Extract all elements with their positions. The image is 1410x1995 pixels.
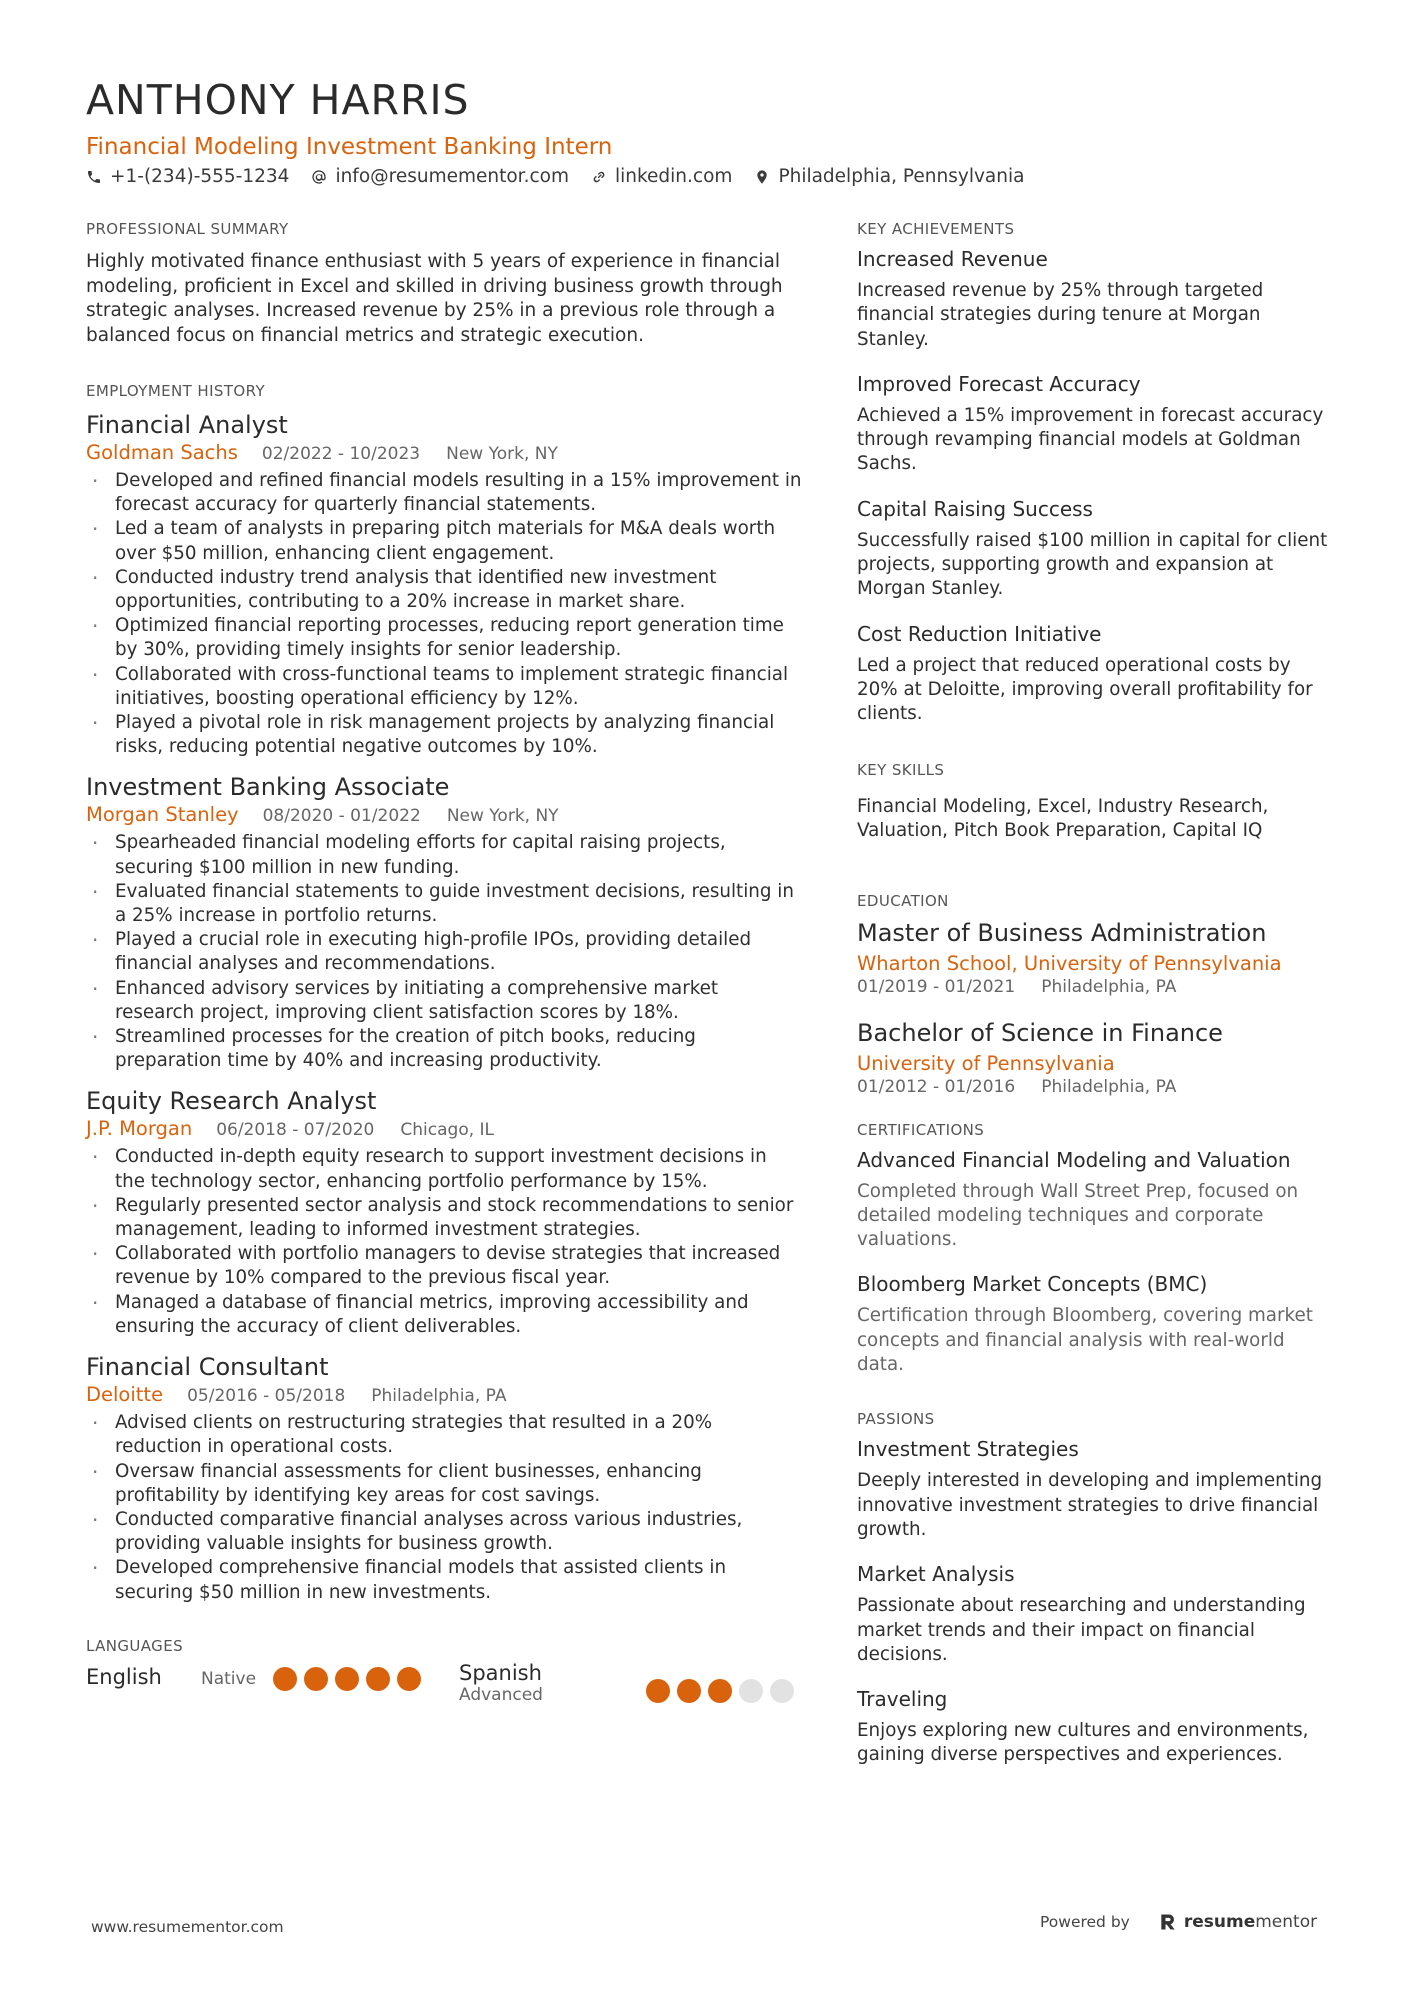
desc-line: through revamping financial models at Goldman xyxy=(857,429,1301,451)
footer-website[interactable]: www.resumementor.com xyxy=(91,1918,284,1936)
bullet-line: · Conducted in-depth equity research to support investment decisions in xyxy=(115,1146,767,1168)
desc-line: Enjoys exploring new cultures and environments, xyxy=(857,1720,1309,1742)
desc-line: Completed through Wall Street Prep, focused on xyxy=(857,1180,1299,1202)
contact-bar xyxy=(86,166,1046,187)
summary-line: Highly motivated finance enthusiast with 5 years of experience in financial xyxy=(86,251,781,272)
rating-dot-filled xyxy=(708,1679,732,1703)
education-heading: EDUCATION xyxy=(857,891,949,910)
rating-dot-filled xyxy=(335,1667,359,1691)
job-meta xyxy=(86,441,806,464)
desc-line: Stanley. xyxy=(857,328,929,350)
skills-heading: KEY SKILLS xyxy=(857,760,945,779)
job-bullet xyxy=(86,1508,806,1556)
job-bullet xyxy=(86,663,806,711)
contact-linkedin xyxy=(591,166,732,187)
company-name: J.P. Morgan xyxy=(86,1117,193,1141)
job-dates: 08/2020 - 01/2022 xyxy=(262,806,421,827)
language-rating xyxy=(646,1679,801,1703)
left-column xyxy=(86,220,806,1711)
bullet-line: · Optimized financial reporting processes, reducing report generation time xyxy=(115,615,784,637)
job-bullet xyxy=(86,928,806,976)
rating-dot-filled xyxy=(304,1667,328,1691)
passions-section xyxy=(857,1410,1337,1767)
job-entry xyxy=(86,410,806,759)
job-bullets xyxy=(86,1145,806,1339)
education-dates: 01/2012 - 01/2016 xyxy=(857,1076,1016,1097)
bullet-line: · Led a team of analysts in preparing pitch materials for M&A deals worth xyxy=(115,518,776,540)
job-location: Philadelphia, PA xyxy=(371,1386,507,1407)
language-list xyxy=(86,1661,806,1711)
achievements-item-desc xyxy=(857,529,1337,602)
desc-line: Passionate about researching and understanding xyxy=(857,1595,1306,1617)
bullet-line: · Spearheaded financial modeling efforts for capital raising projects, xyxy=(115,832,726,854)
phone-icon xyxy=(86,169,102,185)
resumementor-logo-icon xyxy=(1158,1912,1178,1932)
job-bullet xyxy=(86,1194,806,1242)
summary-text xyxy=(86,250,796,348)
job-bullet xyxy=(86,1460,806,1508)
education-dates: 01/2019 - 01/2021 xyxy=(857,976,1016,997)
desc-line: Successfully raised $100 million in capital for client xyxy=(857,529,1328,551)
bullet-line: revenue by 10% compared to the previous fiscal year. xyxy=(115,1267,611,1289)
passions-item xyxy=(857,1686,1337,1768)
bullet-line: · Advised clients on restructuring strategies that resulted in a 20% xyxy=(115,1412,713,1434)
summary-section xyxy=(86,220,806,348)
job-location: Chicago, IL xyxy=(400,1120,495,1141)
desc-line: growth. xyxy=(857,1518,927,1540)
candidate-role: Financial Modeling Investment Banking Intern xyxy=(86,134,613,160)
bullet-line: · Collaborated with portfolio managers to devise strategies that increased xyxy=(115,1243,781,1265)
school-name: University of Pennsylvania xyxy=(857,1051,1115,1075)
job-bullet xyxy=(86,880,806,928)
desc-line: Achieved a 15% improvement in forecast accuracy xyxy=(857,404,1324,426)
contact-location xyxy=(754,166,1024,187)
certifications-item xyxy=(857,1271,1337,1377)
summary-line: strategic analyses. Increased revenue by 25% in a previous role through a xyxy=(86,300,776,321)
job-bullet xyxy=(86,1025,806,1073)
passions-item xyxy=(857,1561,1337,1667)
bullet-line: risks, reducing potential negative outcomes by 10%. xyxy=(115,736,598,758)
email-text: info@resumementor.com xyxy=(335,166,569,187)
rating-dot-filled xyxy=(273,1667,297,1691)
job-bullet xyxy=(86,1411,806,1459)
degree-title: Bachelor of Science in Finance xyxy=(857,1018,1223,1047)
job-dates: 06/2018 - 07/2020 xyxy=(216,1120,375,1141)
brand-logo[interactable] xyxy=(1158,1912,1317,1932)
achievements-item xyxy=(857,246,1337,352)
summary-heading: PROFESSIONAL SUMMARY xyxy=(86,220,289,238)
language-spanish xyxy=(459,1661,543,1705)
job-bullet xyxy=(86,566,806,614)
at-sign-icon xyxy=(311,169,327,185)
bullet-line: profitability by identifying key areas for cost savings. xyxy=(115,1484,601,1506)
desc-line: innovative investment strategies to drive financial xyxy=(857,1494,1319,1516)
desc-line: Increased revenue by 25% through targeted xyxy=(857,280,1264,301)
education-section xyxy=(857,892,1337,1097)
language-level: Native xyxy=(201,1668,257,1689)
bullet-line: · Streamlined processes for the creation of pitch books, reducing xyxy=(115,1026,696,1048)
bullet-line: · Developed and refined financial models resulting in a 15% improvement in xyxy=(115,470,802,491)
desc-line: market trends and their impact on financial xyxy=(857,1619,1255,1641)
passions-item-title: Traveling xyxy=(857,1687,948,1712)
desc-line: valuations. xyxy=(857,1229,958,1251)
job-location: New York, NY xyxy=(446,806,559,827)
job-bullet xyxy=(86,1242,806,1290)
education-entry xyxy=(857,1018,1337,1097)
summary-line: modeling, proficient in Excel and skilled in driving business growth through xyxy=(86,275,783,297)
language-name: English xyxy=(86,1664,162,1689)
job-bullet xyxy=(86,614,806,662)
language-english xyxy=(86,1665,162,1689)
job-bullets xyxy=(86,469,806,759)
bullet-line: · Conducted comparative financial analyses across various industries, xyxy=(115,1508,743,1530)
bullet-line: opportunities, contributing to a 20% increase in market share. xyxy=(115,591,686,613)
certifications-heading: CERTIFICATIONS xyxy=(857,1120,985,1139)
bullet-line: · Oversaw financial assessments for client businesses, enhancing xyxy=(115,1460,702,1482)
achievements-item-desc xyxy=(857,279,1337,352)
bullet-line: providing valuable insights for business growth. xyxy=(115,1533,553,1555)
rating-dot-filled xyxy=(677,1679,701,1703)
rating-dot-empty xyxy=(770,1679,794,1703)
job-bullet xyxy=(86,977,806,1025)
degree-title: Master of Business Administration xyxy=(857,918,1267,947)
candidate-name: ANTHONY HARRIS xyxy=(86,76,470,124)
language-english-level-wrap xyxy=(201,1669,256,1689)
passions-heading: PASSIONS xyxy=(857,1410,935,1429)
location-text: Philadelphia, Pennsylvania xyxy=(778,166,1025,187)
powered-by-label: Powered by xyxy=(1040,1913,1130,1931)
desc-line: Sachs. xyxy=(857,453,917,475)
desc-line: data. xyxy=(857,1354,904,1376)
job-title: Financial Analyst xyxy=(86,411,288,439)
passions-item-desc xyxy=(857,1469,1337,1542)
job-dates: 05/2016 - 05/2018 xyxy=(187,1386,346,1407)
achievements-item-title: Capital Raising Success xyxy=(857,496,1093,521)
brand-name-bold: resume xyxy=(1183,1912,1256,1932)
bullet-line: preparation time by 40% and increasing productivity. xyxy=(115,1050,602,1072)
achievements-item-title: Improved Forecast Accuracy xyxy=(857,371,1141,396)
linkedin-text: linkedin.com xyxy=(614,166,733,187)
job-dates: 02/2022 - 10/2023 xyxy=(261,444,421,464)
footer-branding xyxy=(1040,1912,1317,1932)
rating-dot-filled xyxy=(646,1679,670,1703)
location-pin-icon xyxy=(754,169,770,185)
employment-section xyxy=(86,382,806,1605)
phone-text: +1-(234)-555-1234 xyxy=(110,166,290,187)
achievements-section xyxy=(857,220,1337,727)
job-bullets xyxy=(86,831,806,1073)
bullet-line: securing $50 million in new investments. xyxy=(115,1581,492,1603)
job-title: Investment Banking Associate xyxy=(86,773,450,802)
passions-item-desc xyxy=(857,1594,1337,1667)
achievements-item-title: Increased Revenue xyxy=(857,247,1048,271)
bullet-line: · Played a pivotal role in risk management projects by analyzing financial xyxy=(115,712,775,734)
bullet-line: · Conducted industry trend analysis that identified new investment xyxy=(115,566,717,588)
employment-heading: EMPLOYMENT HISTORY xyxy=(86,382,266,400)
passions-item-desc xyxy=(857,1719,1337,1768)
certifications-item xyxy=(857,1147,1337,1253)
job-entry xyxy=(86,772,806,1073)
desc-line: financial strategies during tenure at Morgan xyxy=(857,304,1261,326)
bullet-line: · Regularly presented sector analysis and stock recommendations to senior xyxy=(115,1194,794,1216)
certifications-item-desc xyxy=(857,1180,1337,1253)
contact-phone xyxy=(86,166,289,187)
bullet-line: securing $100 million in new funding. xyxy=(115,856,460,878)
achievements-item xyxy=(857,621,1337,727)
job-location: New York, NY xyxy=(446,444,558,464)
bullet-line: by 30%, providing timely insights for senior leadership. xyxy=(115,639,622,661)
rating-dot-filled xyxy=(366,1667,390,1691)
achievements-item-title: Cost Reduction Initiative xyxy=(857,621,1102,646)
job-bullet xyxy=(86,1556,806,1604)
certifications-section xyxy=(857,1121,1337,1378)
passion-list xyxy=(857,1436,1337,1767)
languages-section xyxy=(86,1637,806,1711)
school-name: Wharton School, University of Pennsylvania xyxy=(857,951,1282,975)
language-rating xyxy=(273,1667,428,1691)
job-entry xyxy=(86,1352,806,1605)
rating-dot-empty xyxy=(739,1679,763,1703)
rating-dot-filled xyxy=(397,1667,421,1691)
bullet-line: the technology sector, enhancing portfolio performance by 15%. xyxy=(115,1170,708,1192)
skills-line: Financial Modeling, Excel, Industry Research, xyxy=(857,795,1269,817)
job-bullet xyxy=(86,469,806,517)
bullet-line: forecast accuracy for quarterly financial statements. xyxy=(115,494,597,516)
contact-email xyxy=(311,166,569,187)
summary-line: balanced focus on financial metrics and strategic execution. xyxy=(86,324,644,346)
job-bullets xyxy=(86,1411,806,1605)
company-name: Morgan Stanley xyxy=(86,803,239,827)
job-list xyxy=(86,410,806,1605)
bullet-line: over $50 million, enhancing client engagement. xyxy=(115,542,555,564)
bullet-line: · Managed a database of financial metrics, improving accessibility and xyxy=(115,1291,749,1313)
education-meta xyxy=(857,1077,1337,1097)
passions-item-title: Market Analysis xyxy=(857,1562,1015,1587)
desc-line: Morgan Stanley. xyxy=(857,578,1004,600)
job-bullet xyxy=(86,1291,806,1339)
job-bullet xyxy=(86,517,806,565)
job-bullet xyxy=(86,1145,806,1193)
skills-text xyxy=(857,795,1337,844)
bullet-line: a 25% increase in portfolio returns. xyxy=(115,905,438,927)
bullet-line: financial analyses and recommendations. xyxy=(115,953,496,975)
language-level: Advanced xyxy=(459,1684,543,1705)
company-name: Goldman Sachs xyxy=(86,441,238,464)
achievements-item xyxy=(857,496,1337,602)
bullet-line: · Played a crucial role in executing high-profile IPOs, providing detailed xyxy=(115,929,752,951)
education-location: Philadelphia, PA xyxy=(1041,976,1177,997)
bullet-line: initiatives, boosting operational efficiency by 12%. xyxy=(115,687,579,709)
job-meta xyxy=(86,803,806,826)
job-meta xyxy=(86,1383,806,1406)
desc-line: concepts and financial analysis with real-world xyxy=(857,1329,1285,1351)
certifications-item-desc xyxy=(857,1304,1337,1377)
bullet-line: management, leading to informed investment strategies. xyxy=(115,1219,641,1241)
company-name: Deloitte xyxy=(86,1383,164,1407)
skills-section xyxy=(857,761,1337,844)
brand-name-light: mentor xyxy=(1255,1912,1318,1932)
bullet-line: reduction in operational costs. xyxy=(115,1436,394,1458)
job-meta xyxy=(86,1117,806,1140)
desc-line: clients. xyxy=(857,703,923,725)
education-entry xyxy=(857,918,1337,997)
certifications-item-title: Advanced Financial Modeling and Valuation xyxy=(857,1147,1291,1172)
education-location: Philadelphia, PA xyxy=(1041,1076,1177,1097)
certification-list xyxy=(857,1147,1337,1378)
job-bullet xyxy=(86,831,806,879)
job-title: Equity Research Analyst xyxy=(86,1087,377,1116)
passions-item-title: Investment Strategies xyxy=(857,1437,1079,1462)
desc-line: detailed modeling techniques and corporate xyxy=(857,1204,1264,1226)
education-list xyxy=(857,918,1337,1097)
desc-line: decisions. xyxy=(857,1643,948,1665)
achievements-heading: KEY ACHIEVEMENTS xyxy=(857,220,1015,238)
languages-heading: LANGUAGES xyxy=(86,1636,184,1655)
achievements-item-desc xyxy=(857,404,1337,477)
skills-line: Valuation, Pitch Book Preparation, Capital IQ xyxy=(857,820,1263,842)
desc-line: projects, supporting growth and expansion at xyxy=(857,554,1274,576)
bullet-line: · Developed comprehensive financial models that assisted clients in xyxy=(115,1557,727,1579)
desc-line: Deeply interested in developing and implementing xyxy=(857,1470,1323,1492)
desc-line: Certification through Bloomberg, covering market xyxy=(857,1305,1313,1327)
bullet-line: · Collaborated with cross-functional teams to implement strategic financial xyxy=(115,663,789,685)
job-title: Financial Consultant xyxy=(86,1353,329,1382)
job-bullet xyxy=(86,711,806,759)
certifications-item-title: Bloomberg Market Concepts (BMC) xyxy=(857,1272,1208,1297)
right-column xyxy=(857,220,1337,1787)
desc-line: gaining diverse perspectives and experiences. xyxy=(857,1744,1283,1766)
desc-line: 20% at Deloitte, improving overall profitability for xyxy=(857,678,1313,700)
bullet-line: ensuring the accuracy of client deliverables. xyxy=(115,1315,522,1337)
desc-line: Led a project that reduced operational costs by xyxy=(857,654,1291,676)
bullet-line: · Enhanced advisory services by initiating a comprehensive market xyxy=(115,977,719,999)
job-entry xyxy=(86,1086,806,1339)
achievements-item-desc xyxy=(857,654,1337,727)
achievement-list xyxy=(857,246,1337,727)
link-icon xyxy=(591,169,607,185)
language-name: Spanish xyxy=(459,1660,542,1685)
achievements-item xyxy=(857,371,1337,477)
bullet-line: research project, improving client satisfaction scores by 18%. xyxy=(115,1001,679,1023)
bullet-line: · Evaluated financial statements to guide investment decisions, resulting in xyxy=(115,880,794,902)
education-meta xyxy=(857,977,1337,997)
passions-item xyxy=(857,1436,1337,1542)
